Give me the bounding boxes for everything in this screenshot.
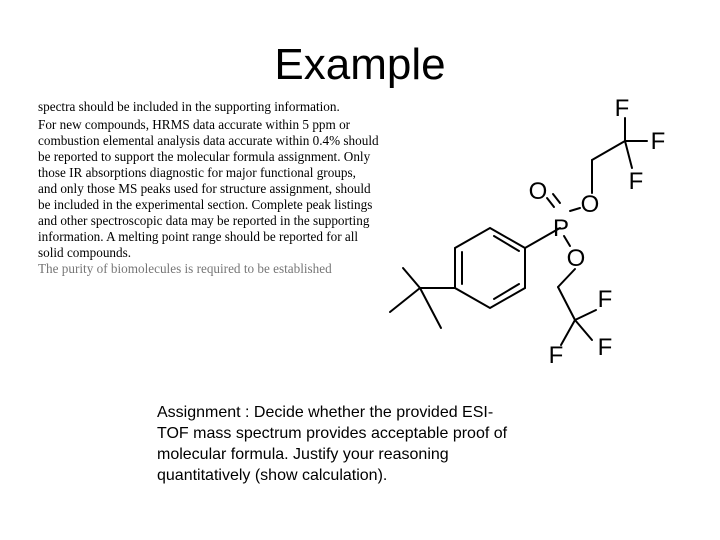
bond (625, 141, 632, 168)
excerpt-line: spectra should be included in the supporting information. (38, 99, 340, 114)
excerpt-line: combustion elemental analysis data accurate within 0.4% should (38, 133, 379, 148)
excerpt-line: those IR absorptions diagnostic for major functional groups, (38, 165, 356, 180)
excerpt-line: and other spectroscopic data may be reported in the supporting (38, 213, 370, 228)
excerpt-line: The purity of biomolecules is required to be established (38, 261, 332, 276)
atom-label: O (528, 178, 548, 205)
excerpt-line: be reported to support the molecular formula assignment. Only (38, 149, 371, 164)
bond (575, 310, 596, 320)
assignment-line: TOF mass spectrum provides acceptable proof of (157, 425, 508, 442)
bond (575, 320, 592, 340)
excerpt-line: For new compounds, HRMS data accurate within 5 ppm or (38, 117, 351, 132)
atom-label: O (566, 245, 586, 272)
bond (558, 287, 575, 320)
assignment-line: molecular formula. Justify your reasoning (157, 446, 449, 463)
atom-label: F (548, 342, 564, 369)
bond (592, 141, 625, 160)
assignment-text (157, 402, 577, 486)
bond (403, 268, 420, 288)
benzene-ring (455, 228, 525, 308)
double-bond (547, 198, 554, 207)
assignment-line: quantitatively (show calculation). (157, 467, 388, 484)
aromatic-bond (494, 284, 519, 299)
assignment-line: Assignment : Decide whether the provided ESI- (157, 404, 494, 421)
chemical-structure (380, 90, 680, 380)
bond (420, 288, 441, 328)
atom-label: F (650, 128, 666, 155)
atom-label: F (614, 95, 630, 122)
slide-title: Example (274, 40, 446, 89)
atom-label: P (552, 215, 570, 242)
atom-label: F (597, 286, 613, 313)
atom-label: F (597, 334, 613, 361)
excerpt-line: information. A melting point range should be reported for all (38, 229, 359, 244)
excerpt-line: be included in the experimental section. Complete peak listings (38, 197, 373, 212)
excerpt-line: solid compounds. (38, 245, 132, 260)
double-bond (553, 194, 560, 203)
journal-excerpt-image (38, 99, 430, 280)
excerpt-line: and only those MS peaks used for structure assignment, should (38, 181, 371, 196)
atom-label: F (628, 168, 644, 195)
bond (570, 208, 580, 211)
atom-label: O (580, 191, 600, 218)
bond (390, 288, 420, 312)
